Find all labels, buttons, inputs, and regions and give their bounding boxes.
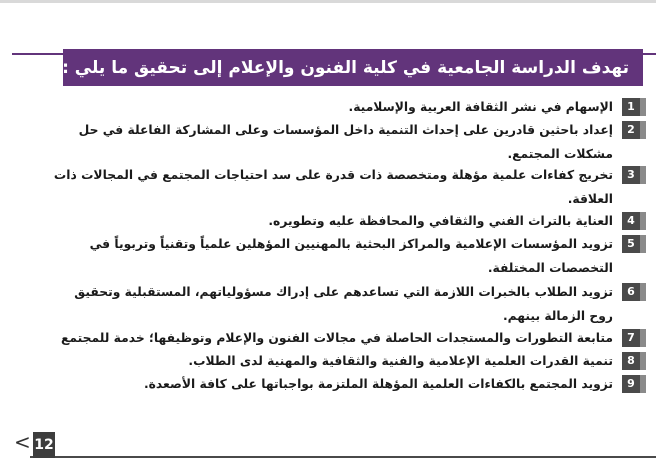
item-number: 2 <box>622 121 640 139</box>
header-accent-line <box>12 53 63 55</box>
item-number: 9 <box>622 375 640 393</box>
item-number: 7 <box>622 329 640 347</box>
item-text: تخريج كفاءات علمية مؤهلة ومتخصصة ذات قدرة على سد احتياجات المجتمع في المجالات ذات العلاقة. <box>53 168 613 206</box>
list-item <box>48 95 635 119</box>
item-text: إعداد باحثين قادرين على إحداث التنمية داخل المؤسسات وعلى المشاركة الفاعلة في حل مشكلات المجتمع. <box>78 123 613 161</box>
footer-divider <box>30 456 656 458</box>
item-text: تزويد المؤسسات الإعلامية والمراكز البحثية بالمهنيين المؤهلين علمياً وتقنياً وتربوياً في التخصصات المختلفة. <box>89 237 613 275</box>
item-text: تزويد الطلاب بالخبرات اللازمة التي تساعدهم على إدراك مسؤولياتهم، المستقبلية وتحقيق روح الزمالة بينهم. <box>74 285 613 323</box>
section-title <box>63 49 643 86</box>
item-text: متابعة التطورات والمستجدات الحاصلة في مجالات الفنون والإعلام وتوظيفها؛ خدمة للمجتمع <box>60 331 613 345</box>
list-item <box>48 209 635 233</box>
list-item <box>48 349 635 373</box>
list-item <box>48 163 635 211</box>
item-number: 5 <box>622 235 640 253</box>
item-number: 8 <box>622 352 640 370</box>
item-number: 4 <box>622 212 640 230</box>
list-item <box>48 326 635 350</box>
section-title-text: تهدف الدراسة الجامعية في كلية الفنون والإعلام إلى تحقيق ما يلي : <box>62 57 629 78</box>
item-text: تنمية القدرات العلمية الإعلامية والفنية والثقافية والمهنية لدى الطلاب. <box>188 354 613 368</box>
list-item <box>48 372 635 396</box>
page-number: 12 <box>33 432 55 458</box>
item-text: تزويد المجتمع بالكفاءات العلمية المؤهلة الملتزمة بواجباتها على كافة الأصعدة. <box>144 377 613 391</box>
item-number: 6 <box>622 283 640 301</box>
list-item <box>48 280 635 328</box>
list-item <box>48 118 635 166</box>
item-text: الإسهام في نشر الثقافة العربية والإسلامية. <box>348 100 613 114</box>
item-number: 3 <box>622 166 640 184</box>
top-divider <box>0 0 656 3</box>
item-text: العناية بالتراث الفني والثقافي والمحافظة عليه وتطويره. <box>268 214 613 228</box>
item-number: 1 <box>622 98 640 116</box>
chevron-left-icon[interactable]: < <box>14 430 31 454</box>
list-item <box>48 232 635 280</box>
